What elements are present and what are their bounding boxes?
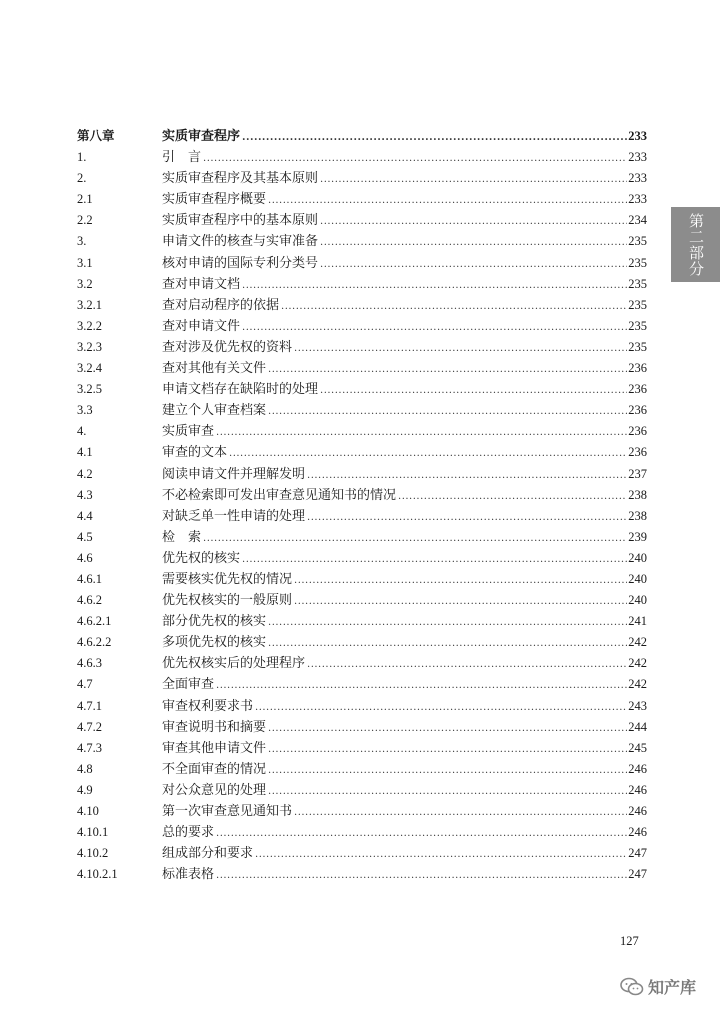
toc-section-number: 4.2 [77,466,93,481]
toc-section-number: 4.8 [77,761,93,776]
toc-entry [162,548,647,570]
toc-entry [162,189,647,211]
toc-section-number: 4.5 [77,529,93,544]
toc-section-number: 4.3 [77,487,93,502]
toc-entry [162,379,647,401]
toc-entry [162,801,647,823]
toc-entry [162,421,647,443]
toc-title: 对缺乏单一性申请的处理 [162,508,306,524]
toc-section-number: 4.6.2.2 [77,635,112,650]
toc-leader-dots [294,338,627,359]
toc-row [77,400,647,421]
toc-leader-dots [229,443,627,464]
toc-title: 查对申请文档 [162,276,241,292]
toc-title: 实质审查 [162,424,215,440]
toc-title: 需要核实优先权的情况 [162,571,293,587]
toc-section-number: 3.3 [77,403,93,418]
toc-leader-dots [216,823,627,844]
toc-page-number: 233 [628,129,647,143]
toc-leader-dots [268,612,627,633]
toc-row [77,696,647,717]
toc-title: 查对涉及优先权的资料 [162,339,293,355]
page-number: 127 [620,934,639,948]
toc-entry [162,506,647,528]
toc-title: 总的要求 [162,825,215,841]
toc-row [77,316,647,337]
toc-entry [162,337,647,359]
toc-leader-dots [268,781,627,802]
toc-title: 不全面审查的情况 [162,761,267,777]
toc-leader-dots [203,528,627,549]
toc-section-number: 3.2.2 [77,318,102,333]
toc-entry [162,569,647,591]
toc-page-number: 233 [628,192,647,207]
toc-title: 标准表格 [162,867,215,883]
toc-page-number: 246 [628,825,647,840]
toc-title: 组成部分和要求 [162,846,254,862]
toc-title: 申请文档存在缺陷时的处理 [162,382,319,398]
toc-row [77,231,647,252]
toc-row [77,358,647,379]
toc-row [77,674,647,695]
toc-row [77,843,647,864]
toc-page-number: 238 [628,508,647,523]
toc-page-number: 233 [628,171,647,186]
toc-page-number: 236 [628,403,647,418]
toc-page-number: 238 [628,487,647,502]
toc-page-number: 242 [628,635,647,650]
toc-row [77,442,647,463]
watermark [620,975,696,998]
toc-row [77,337,647,358]
toc-chapter-row [77,126,647,147]
toc-row [77,801,647,822]
toc-leader-dots [294,570,627,591]
toc-page-number: 246 [628,782,647,797]
toc-section-number: 4.6 [77,550,93,565]
toc-page-number: 233 [628,150,647,165]
toc-entry [162,316,647,338]
toc-title: 部分优先权的核实 [162,614,267,630]
toc-row [77,168,647,189]
toc-section-number: 3.1 [77,255,93,270]
toc-row [77,653,647,674]
toc-section-number: 第八章 [77,129,115,143]
toc-page-number: 236 [628,445,647,460]
toc-title: 第一次审查意见通知书 [162,804,293,819]
toc-leader-dots [320,232,627,253]
toc-page-number: 235 [628,339,647,354]
toc-section-number: 3.2.3 [77,339,102,354]
toc-title: 建立个人审查档案 [162,403,267,419]
toc-section-number: 4.6.3 [77,656,102,671]
toc-page-number: 247 [628,846,647,861]
toc-leader-dots [294,802,627,823]
toc-section-number: 4.6.2 [77,593,102,608]
toc-title: 多项优先权的核实 [162,635,267,651]
toc-section-number: 4.6.1 [77,571,102,586]
toc-page-number: 244 [628,719,647,734]
toc-section-number: 4. [77,424,87,439]
toc-leader-dots [320,211,627,232]
toc-section-number: 4.1 [77,445,93,460]
toc-leader-dots [320,254,627,275]
toc-entry [162,210,647,232]
table-of-contents [77,126,647,885]
toc-page-number: 241 [628,614,647,629]
toc-leader-dots [268,359,627,380]
toc-page-number: 245 [628,740,647,755]
toc-section-number: 4.10.2.1 [77,867,118,882]
toc-page-number: 236 [628,424,647,439]
side-tab-label: 第二部分 [687,212,705,277]
toc-entry [162,147,647,169]
toc-section-number: 4.7.3 [77,740,102,755]
toc-entry [162,442,647,464]
toc-title: 查对其他有关文件 [162,361,267,377]
toc-title: 审查说明书和摘要 [162,719,267,735]
toc-row [77,274,647,295]
toc-entry [162,864,647,886]
toc-entry [162,653,647,675]
toc-row [77,822,647,843]
toc-section-number: 2. [77,171,87,186]
toc-entry [162,611,647,633]
toc-entry [162,253,647,275]
toc-page-number: 243 [628,698,647,713]
toc-leader-dots [268,190,627,211]
toc-entry [162,632,647,654]
toc-leader-dots [242,275,627,296]
toc-page-number: 247 [628,867,647,882]
toc-leader-dots [294,591,627,612]
toc-title: 实质审查程序中的基本原则 [162,213,319,229]
toc-title: 不必检索即可发出审查意见通知书的情况 [162,487,397,503]
toc-row [77,379,647,400]
toc-section-number: 2.2 [77,213,93,228]
toc-row [77,485,647,506]
toc-leader-dots [268,633,627,654]
toc-section-number: 2.1 [77,192,93,207]
toc-page-number: 246 [628,761,647,776]
toc-title: 查对启动程序的依据 [162,297,280,313]
toc-row [77,464,647,485]
toc-entry [162,759,647,781]
wechat-icon [620,977,644,997]
toc-title: 优先权核实的一般原则 [162,593,293,609]
toc-row [77,506,647,527]
toc-entry [162,738,647,760]
toc-title: 全面审查 [162,677,215,693]
toc-entry [162,780,647,802]
toc-title: 优先权核实后的处理程序 [162,656,306,672]
toc-leader-dots [255,697,627,718]
toc-page-number: 239 [628,529,647,544]
toc-section-number: 4.4 [77,508,93,523]
toc-row [77,527,647,548]
toc-entry [162,527,647,549]
toc-entry [162,295,647,317]
toc-title: 核对申请的国际专利分类号 [162,255,319,271]
toc-title: 实质审查程序 [162,129,241,144]
toc-page-number: 235 [628,318,647,333]
toc-leader-dots [203,148,627,169]
toc-section-number: 4.9 [77,782,93,797]
toc-row [77,253,647,274]
toc-leader-dots [281,296,627,317]
toc-title: 审查其他申请文件 [162,740,267,756]
toc-leader-dots [307,465,627,486]
toc-entry [162,590,647,612]
toc-title: 检 索 [162,529,202,545]
toc-row [77,295,647,316]
toc-leader-dots [307,654,627,675]
toc-row [77,210,647,231]
toc-leader-dots [268,760,627,781]
toc-page-number: 240 [628,593,647,608]
toc-row [77,189,647,210]
toc-row [77,569,647,590]
toc-page-number: 237 [628,466,647,481]
toc-page-number: 240 [628,550,647,565]
toc-page-number: 240 [628,571,647,586]
toc-title: 实质审查程序概要 [162,192,267,208]
toc-page-number: 235 [628,255,647,270]
toc-row [77,421,647,442]
toc-title: 优先权的核实 [162,550,241,566]
toc-section-number: 3.2.5 [77,382,102,397]
toc-entry [162,822,647,844]
toc-row [77,611,647,632]
toc-page-number: 242 [628,656,647,671]
toc-section-number: 1. [77,150,87,165]
toc-page-number: 235 [628,234,647,249]
toc-title: 申请文件的核查与实审准备 [162,234,319,250]
toc-row [77,717,647,738]
toc-leader-dots [242,549,627,570]
toc-row [77,548,647,569]
toc-leader-dots [242,127,627,148]
toc-row [77,780,647,801]
toc-title: 引 言 [162,150,202,166]
toc-entry [162,717,647,739]
toc-entry [162,485,647,507]
toc-leader-dots [242,317,627,338]
toc-entry [162,400,647,422]
toc-title: 对公众意见的处理 [162,782,267,798]
toc-section-number: 4.7 [77,677,93,692]
toc-row [77,759,647,780]
toc-entry [162,358,647,380]
toc-leader-dots [216,675,627,696]
toc-leader-dots [307,507,627,528]
toc-row [77,147,647,168]
toc-page-number: 236 [628,382,647,397]
watermark-text: 知产库 [648,980,697,997]
toc-leader-dots [268,739,627,760]
toc-row [77,632,647,653]
toc-leader-dots [320,169,627,190]
toc-leader-dots [268,401,627,422]
toc-page-number: 234 [628,213,647,228]
toc-section-number: 4.10.2 [77,846,109,861]
toc-entry [162,843,647,865]
toc-leader-dots [255,844,627,865]
toc-leader-dots [216,422,627,443]
toc-page-number: 235 [628,297,647,312]
toc-leader-dots [216,865,627,886]
toc-page-number: 236 [628,361,647,376]
toc-row [77,590,647,611]
toc-row [77,738,647,759]
toc-row [77,864,647,885]
toc-leader-dots [320,380,627,401]
toc-section-number: 3. [77,234,87,249]
toc-section-number: 3.2.1 [77,297,102,312]
toc-section-number: 4.7.2 [77,719,102,734]
toc-entry [162,464,647,486]
toc-entry [162,674,647,696]
toc-leader-dots [398,486,627,507]
toc-title: 阅读申请文件并理解发明 [162,466,306,482]
toc-title: 实质审查程序及其基本原则 [162,171,319,187]
toc-section-number: 4.10.1 [77,825,109,840]
toc-entry [162,168,647,190]
toc-entry [162,696,647,718]
toc-section-number: 3.2 [77,276,93,291]
toc-page-number: 242 [628,677,647,692]
toc-section-number: 3.2.4 [77,361,102,376]
toc-entry [162,126,647,148]
toc-page-number: 246 [628,804,647,818]
toc-section-number: 4.6.2.1 [77,614,112,629]
toc-leader-dots [268,718,627,739]
toc-page-number: 235 [628,276,647,291]
toc-entry [162,274,647,296]
toc-title: 审查权利要求书 [162,698,254,714]
toc-entry [162,231,647,253]
section-side-tab [671,207,720,282]
toc-title: 查对申请文件 [162,318,241,334]
toc-section-number: 4.7.1 [77,698,102,713]
toc-title: 审查的文本 [162,445,228,461]
toc-section-number: 4.10 [77,804,99,818]
